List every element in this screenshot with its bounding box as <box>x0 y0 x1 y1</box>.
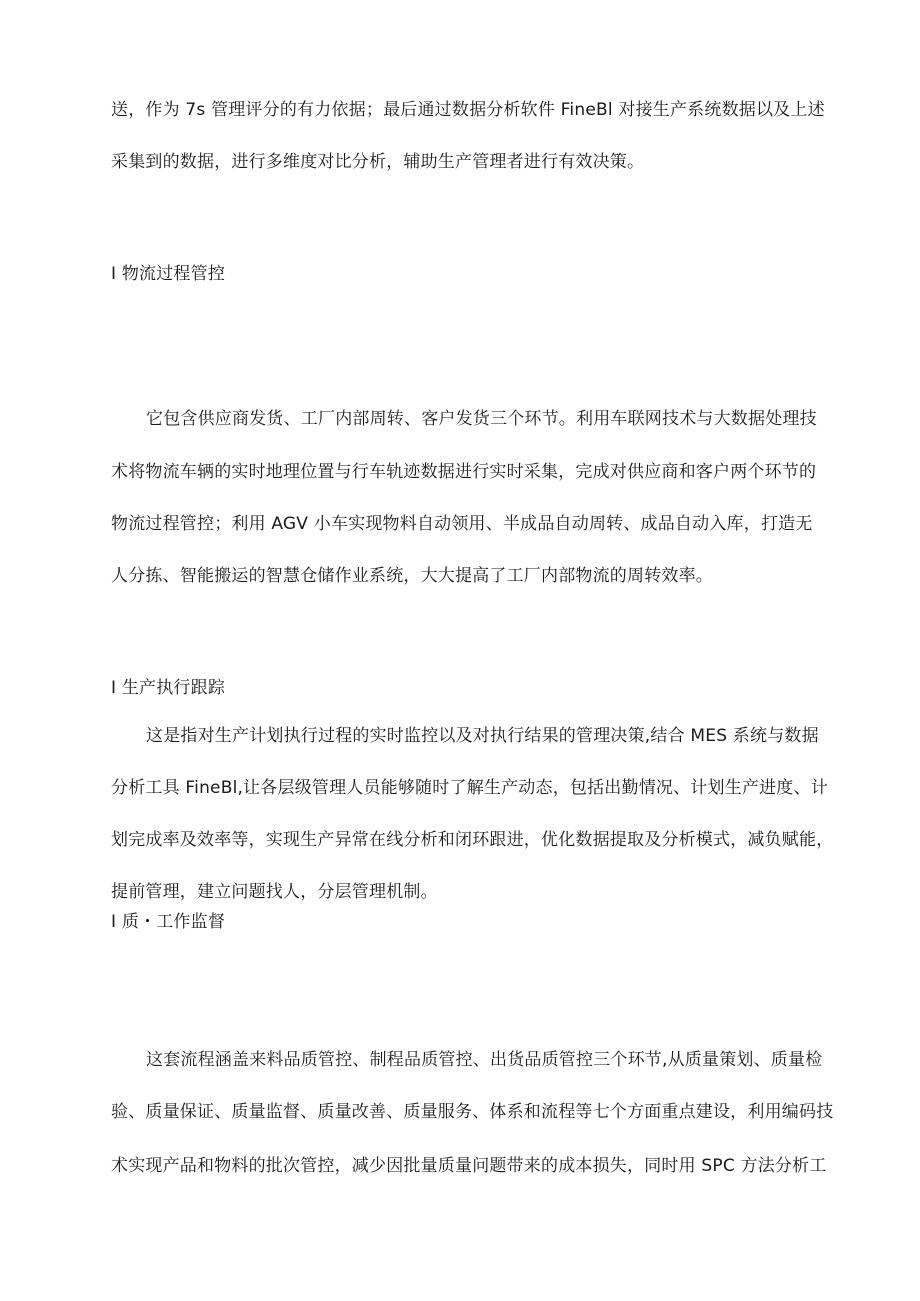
paragraph-line: 提前管理，建立问题找人，分层管理机制。 <box>111 882 438 902</box>
section-heading-production: I 生产执行跟踪 <box>111 678 226 698</box>
paragraph-line: 这是指对生产计划执行过程的实时监控以及对执行结果的管理决策,结合 MES 系统与数据 <box>146 726 819 746</box>
paragraph-line: 这套流程涵盖来料品质管控、制程品质管控、出货品质管控三个环节,从质量策划、质量检 <box>146 1050 823 1070</box>
paragraph-line: 它包含供应商发货、工厂内部周转、客户发货三个环节。利用车联网技术与大数据处理技 <box>146 409 817 429</box>
paragraph-line: 物流过程管控；利用 AGV 小车实现物料自动领用、半成品自动周转、成品自动入库，打造无 <box>111 514 813 534</box>
paragraph-line: 术将物流车辆的实时地理位置与行车轨迹数据进行实时采集，完成对供应商和客户两个环节的 <box>111 462 817 482</box>
section-heading-logistics: I 物流过程管控 <box>111 264 226 284</box>
paragraph-line: 分析工具 FineBl,让各层级管理人员能够随时了解生产动态，包括出勤情况、计划生产进度、计 <box>111 778 828 798</box>
paragraph-line: 人分拣、智能搬运的智慧仓储作业系统，大大提高了工厂内部物流的周转效率。 <box>111 566 713 586</box>
paragraph-line: 划完成率及效率等，实现生产异常在线分析和闭环跟进，优化数据提取及分析模式，减负赋能， <box>111 830 834 850</box>
paragraph-line: 验、质量保证、质量监督、质量改善、质量服务、体系和流程等七个方面重点建设，利用编码技 <box>111 1102 834 1122</box>
intro-line-1: 送，作为 7s 管理评分的有力依据；最后通过数据分析软件 FineBl 对接生产系统数据以及上述 <box>111 100 825 120</box>
section-heading-quality: I 质・工作监督 <box>111 912 226 932</box>
paragraph-line: 术实现产品和物料的批次管控，减少因批量质量问题带来的成本损失，同时用 SPC 方法分析工 <box>111 1156 827 1176</box>
intro-line-2: 采集到的数据，进行多维度对比分析，辅助生产管理者进行有效决策。 <box>111 152 645 172</box>
